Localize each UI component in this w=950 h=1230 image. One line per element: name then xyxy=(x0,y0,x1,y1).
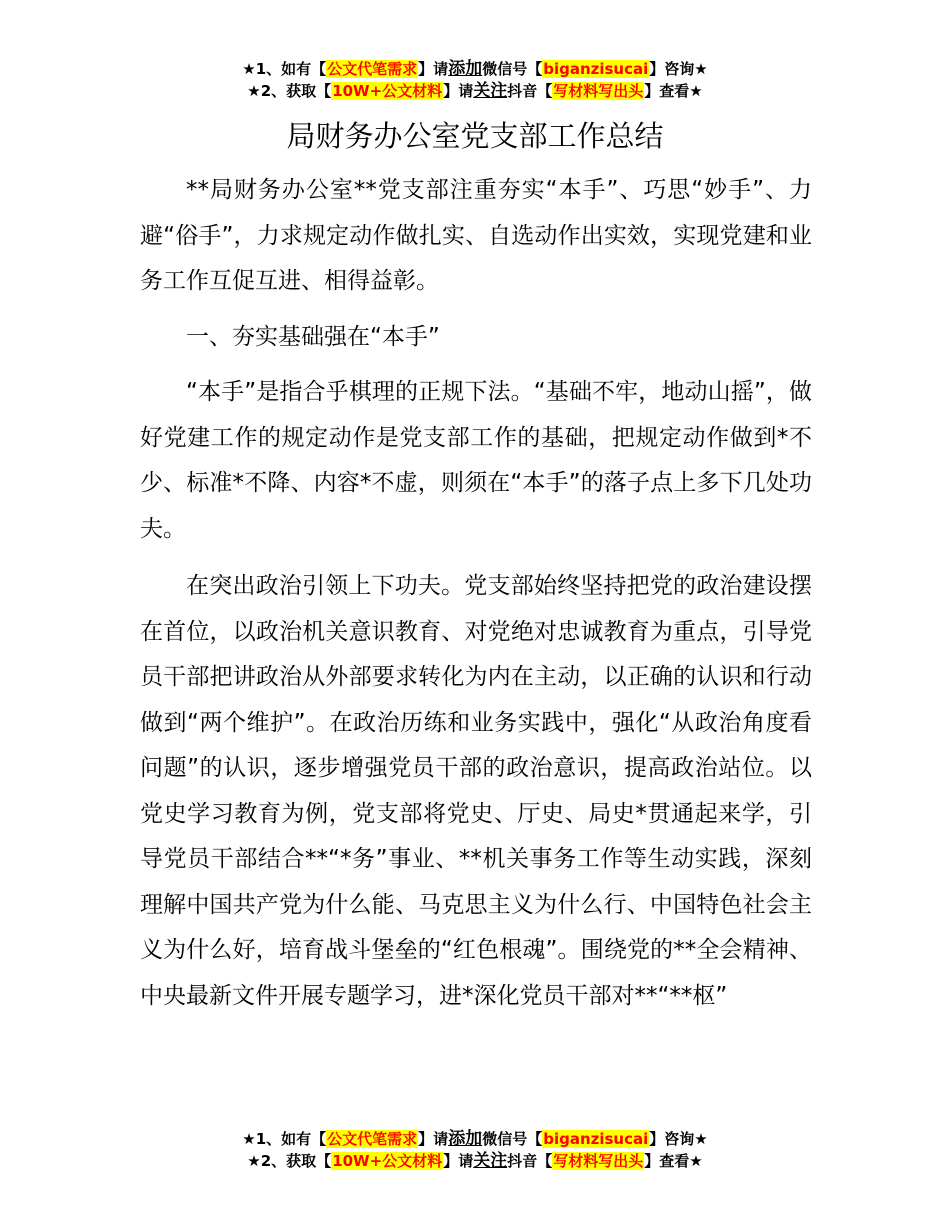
banner-text: 】查看★ xyxy=(644,82,703,100)
body-paragraph: “本手”是指合乎棋理的正规下法。“基础不牢，地动山摇”，做好党建工作的规定动作是党支部工作的基础，把规定动作做到*不少、标准*不降、内容*不虚，则须在“本手”的落子点上多下几处功夫。 xyxy=(140,379,812,542)
banner-text: 】咨询★ xyxy=(649,1130,708,1148)
emphasis-text: 关注 xyxy=(473,81,508,101)
highlight-tag: 10W+公文材料 xyxy=(332,1152,443,1170)
emphasis-text: 添加 xyxy=(448,1129,483,1149)
banner-text: 】查看★ xyxy=(644,1152,703,1170)
banner-text: 微信号【 xyxy=(482,1130,543,1148)
document-body xyxy=(140,168,812,1019)
header-banner xyxy=(0,58,950,102)
banner-text: 抖音【 xyxy=(507,1152,553,1170)
banner-text: 】请 xyxy=(418,60,449,78)
banner-line-1 xyxy=(0,58,950,80)
banner-line-2 xyxy=(0,80,950,102)
highlight-tag: biganzisucai xyxy=(543,60,649,78)
highlight-tag: 公文代笔需求 xyxy=(327,60,418,78)
banner-line-1 xyxy=(0,1128,950,1150)
banner-text: ★1、如有【 xyxy=(242,1130,327,1148)
banner-text: 】请 xyxy=(418,1130,449,1148)
banner-text: ★2、获取【 xyxy=(247,82,332,100)
footer-banner xyxy=(0,1128,950,1172)
banner-text: 】请 xyxy=(443,1152,474,1170)
highlight-tag: 写材料写出头 xyxy=(553,82,644,100)
banner-text: 抖音【 xyxy=(507,82,553,100)
highlight-tag: 写材料写出头 xyxy=(553,1152,644,1170)
emphasis-text: 添加 xyxy=(448,59,483,79)
banner-text: ★2、获取【 xyxy=(247,1152,332,1170)
banner-text: ★1、如有【 xyxy=(242,60,327,78)
banner-text: 】请 xyxy=(443,82,474,100)
banner-text: 微信号【 xyxy=(482,60,543,78)
banner-text: 】咨询★ xyxy=(649,60,708,78)
highlight-tag: 公文代笔需求 xyxy=(327,1130,418,1148)
highlight-tag: 10W+公文材料 xyxy=(332,82,443,100)
banner-line-2 xyxy=(0,1150,950,1172)
body-paragraph: 在突出政治引领上下功夫。党支部始终坚持把党的政治建设摆在首位，以政治机关意识教育、对党绝对忠诚教育为重点，引导党员干部把讲政治从外部要求转化为内在主动，以正确的认识和行动做到“两个维护”。在政治历练和业务实践中，强化“从政治角度看问题”的认识，逐步增强党员干部的政治意识，提高政治站位。以党史学习教育为例，党支部将党史、厅史、局史*贯通起来学，引导党员干部结合**“*务”事业、**机关事务工作等生动实践，深刻理解中国共产党为什么能、马克思主义为什么行、中国特色社会主义为什么好，培育战斗堡垒的“红色根魂”。围绕党的**全会精神、中央最新文件开展专题学习，进*深化党员干部对**“**枢” xyxy=(140,573,812,1009)
emphasis-text: 关注 xyxy=(473,1151,508,1171)
body-paragraph: **局财务办公室**党支部注重夯实“本手”、巧思“妙手”、力避“俗手”，力求规定动作做扎实、自选动作出实效，实现党建和业务工作互促互进、相得益彰。 xyxy=(140,177,812,294)
document-title: 局财务办公室党支部工作总结 xyxy=(286,119,664,153)
highlight-tag: biganzisucai xyxy=(543,1130,649,1148)
section-heading: 一、夯实基础强在“本手” xyxy=(186,323,440,350)
